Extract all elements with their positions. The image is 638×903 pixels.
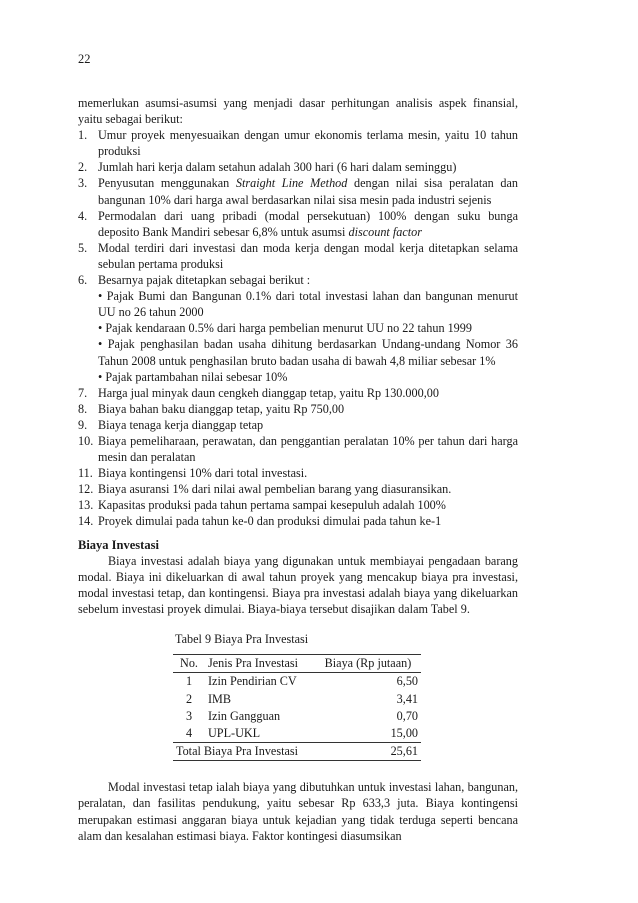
closing-paragraph: Modal investasi tetap ialah biaya yang dibutuhkan untuk investasi lahan, bangunan, peralatan, dan fasilitas pendukung, yaitu sebesar Rp 633,3 juta. Biaya kontingensi merupakan estimasi anggaran biaya untuk kejadian yang tidak terduga seperti bencana alam dan kesalahan estimasi biaya. Faktor kontingesi diasumsikan bbox=[78, 780, 518, 843]
cell-no: 1 bbox=[185, 674, 193, 689]
item-number: 2. bbox=[78, 160, 88, 175]
assumption-item-2 bbox=[78, 159, 518, 175]
tax-bullet: • Pajak Bumi dan Bangunan 0.1% dari total investasi lahan dan bangunan menurut UU no 26 tahun 2000 bbox=[98, 289, 518, 320]
item-number: 6. bbox=[78, 273, 88, 288]
item-text: Biaya bahan baku dianggap tetap, yaitu Rp 750,00 bbox=[98, 401, 345, 416]
assumption-item-5 bbox=[78, 240, 518, 272]
table-row bbox=[173, 673, 421, 691]
item-text-pre: Permodalan dari uang pribadi (modal persekutuan) 100% dengan suku bunga deposito Bank Mandiri sebesar 6,8% untuk asumsi bbox=[98, 208, 518, 239]
table-total-row bbox=[173, 743, 421, 761]
item-number: 13. bbox=[78, 498, 94, 513]
item-text: Kapasitas produksi pada tahun pertama sampai kesepuluh adalah 100% bbox=[98, 498, 446, 513]
assumption-list bbox=[78, 127, 518, 529]
section-heading: Biaya Investasi bbox=[78, 537, 159, 552]
cell-type: Izin Gangguan bbox=[208, 708, 281, 723]
table-header-row bbox=[173, 655, 421, 673]
item-number: 14. bbox=[78, 514, 94, 529]
item-text: Modal terdiri dari investasi dan moda kerja dengan modal kerja ditetapkan selama sebulan pertama produksi bbox=[98, 240, 518, 271]
assumption-item-3 bbox=[78, 175, 518, 207]
cell-cost: 15,00 bbox=[315, 725, 421, 743]
assumption-item-12 bbox=[78, 481, 518, 497]
page-content bbox=[78, 95, 518, 844]
item-text-emphasis: Straight Line Method bbox=[235, 176, 348, 191]
assumption-item-10 bbox=[78, 433, 518, 465]
cell-type: UPL-UKL bbox=[205, 725, 315, 743]
item-number: 7. bbox=[78, 385, 88, 400]
item-text: Biaya kontingensi 10% dari total investasi. bbox=[98, 466, 308, 481]
header-no: No. bbox=[173, 655, 205, 673]
assumption-item-4 bbox=[78, 208, 518, 240]
item-number: 4. bbox=[78, 208, 88, 223]
item-text: Jumlah hari kerja dalam setahun adalah 300 hari (6 hari dalam seminggu) bbox=[98, 160, 457, 175]
section-paragraph: Biaya investasi adalah biaya yang digunakan untuk membiayai pengadaan barang modal. Biaya ini dikeluarkan di awal tahun proyek yang mencakup biaya pra investasi, modal investasi tetap, dan kontingensi. Biaya pra investasi adalah biaya yang dikeluarkan sebelum investasi proyek dimulai. Biaya-biaya tersebut disajikan dalam Tabel 9. bbox=[78, 553, 518, 616]
cell-cost: 0,70 bbox=[396, 708, 418, 723]
table-row bbox=[173, 708, 421, 725]
assumption-item-8 bbox=[78, 401, 518, 417]
item-number: 5. bbox=[78, 240, 88, 255]
table-row bbox=[173, 691, 421, 708]
cell-cost: 3,41 bbox=[396, 691, 418, 706]
assumption-item-13 bbox=[78, 497, 518, 513]
page-number: 22 bbox=[78, 52, 91, 66]
item-text: Biaya tenaga kerja dianggap tetap bbox=[98, 417, 264, 432]
tax-bullet: • Pajak kendaraan 0.5% dari harga pembelian menurut UU no 22 tahun 1999 bbox=[98, 321, 472, 336]
item-text: Proyek dimulai pada tahun ke-0 dan produksi dimulai pada tahun ke-1 bbox=[98, 514, 442, 529]
item-text: Biaya asuransi 1% dari nilai awal pembelian barang yang diasuransikan. bbox=[98, 482, 452, 497]
assumption-item-11 bbox=[78, 465, 518, 481]
total-value: 25,61 bbox=[315, 743, 421, 761]
tax-bullet: • Pajak penghasilan badan usaha dihitung berdasarkan Undang-undang Nomor 36 Tahun 2008 untuk penghasilan bruto badan usaha di bawah 4,8 miliar sebesar 1% bbox=[98, 337, 518, 368]
item-number: 9. bbox=[78, 417, 88, 432]
item-text-post: dengan nilai sisa peralatan dan bangunan 10% dari harga awal berdasarkan nilai sisa mesin pada industri sejenis bbox=[98, 176, 519, 207]
item-text-emphasis: discount factor bbox=[348, 224, 422, 239]
assumption-item-9 bbox=[78, 417, 518, 433]
item-number: 1. bbox=[78, 128, 88, 143]
cell-no: 3 bbox=[185, 708, 193, 723]
pre-investment-table bbox=[173, 654, 421, 761]
item-text: Harga jual minyak daun cengkeh dianggap tetap, yaitu Rp 130.000,00 bbox=[98, 385, 439, 400]
assumption-item-1 bbox=[78, 127, 518, 159]
cell-no: 4 bbox=[173, 725, 205, 743]
tax-bullet: • Pajak partambahan nilai sebesar 10% bbox=[98, 369, 288, 384]
header-type: Jenis Pra Investasi bbox=[205, 655, 315, 673]
assumption-item-7 bbox=[78, 385, 518, 401]
cell-no: 2 bbox=[185, 691, 193, 706]
item-number: 11. bbox=[78, 466, 93, 481]
item-text: Besarnya pajak ditetapkan sebagai berikut : bbox=[98, 273, 311, 288]
item-number: 8. bbox=[78, 401, 88, 416]
cell-type: Izin Pendirian CV bbox=[208, 674, 297, 689]
cell-cost: 6,50 bbox=[396, 674, 418, 689]
assumption-item-14 bbox=[78, 513, 518, 529]
item-number: 3. bbox=[78, 176, 88, 191]
intro-paragraph: memerlukan asumsi-asumsi yang menjadi dasar perhitungan analisis aspek finansial, yaitu sebagai berikut: bbox=[78, 96, 518, 127]
item-text: Biaya pemeliharaan, perawatan, dan penggantian peralatan 10% per tahun dari harga mesin dan peralatan bbox=[98, 433, 518, 465]
header-cost: Biaya (Rp jutaan) bbox=[315, 655, 421, 673]
cell-type: IMB bbox=[208, 691, 232, 706]
total-label: Total Biaya Pra Investasi bbox=[173, 743, 315, 761]
item-number: 12. bbox=[78, 482, 94, 497]
item-number: 10. bbox=[78, 433, 94, 448]
assumption-item-6 bbox=[78, 272, 518, 385]
item-text-pre: Penyusutan menggunakan bbox=[98, 176, 236, 191]
item-text: Umur proyek menyesuaikan dengan umur ekonomis terlama mesin, yaitu 10 tahun produksi bbox=[98, 128, 518, 159]
table-caption: Tabel 9 Biaya Pra Investasi bbox=[175, 632, 309, 646]
table-row bbox=[173, 725, 421, 743]
